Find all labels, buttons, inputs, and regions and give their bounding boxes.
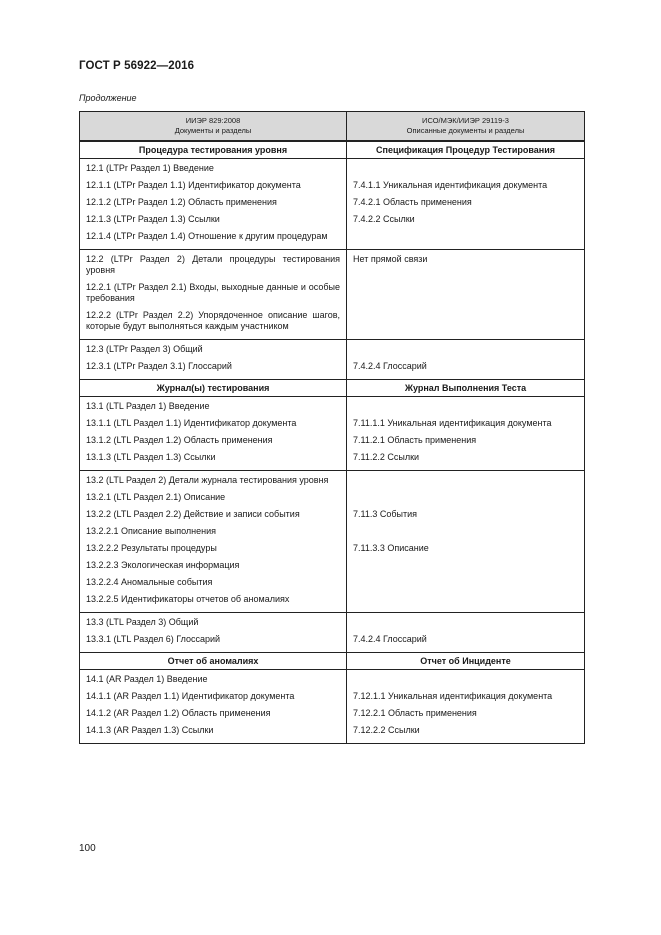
clause-iso <box>353 577 578 588</box>
clause-iso <box>353 594 578 605</box>
clause-iso: 7.11.3 События <box>353 509 418 519</box>
clause-iso: 7.12.1.1 Уникальная идентификация документа <box>353 691 553 701</box>
section-header-row <box>80 653 585 670</box>
section-title-left: Процедура тестирования уровня <box>80 141 347 159</box>
clause-iso <box>353 231 578 242</box>
clause-iso: 7.4.1.1 Уникальная идентификация документа <box>353 180 548 190</box>
clause-ieee: 13.2.2.1 Описание выполнения <box>86 526 216 536</box>
clause-iso <box>353 163 578 174</box>
clause-ieee: 12.1.1 (LTPr Раздел 1.1) Идентификатор документа <box>86 180 301 190</box>
clause-iso: 7.4.2.2 Ссылки <box>353 214 415 224</box>
cell-ieee <box>80 250 347 340</box>
clause-ieee: 14.1.1 (AR Раздел 1.1) Идентификатор документа <box>86 691 295 701</box>
clause-ieee: 12.2 (LTPr Раздел 2) Детали процедуры тестирования уровня <box>86 254 340 275</box>
cell-ieee <box>80 471 347 613</box>
clause-iso: 7.4.2.4 Глоссарий <box>353 361 427 371</box>
clause-iso <box>353 282 578 304</box>
clause-ieee: 13.2.2.3 Экологическая информация <box>86 560 240 570</box>
clause-ieee: 13.1.1 (LTL Раздел 1.1) Идентификатор документа <box>86 418 297 428</box>
clause-ieee: 13.2.2 (LTL Раздел 2.2) Действие и записи события <box>86 509 300 519</box>
column-header-ieee-line1: ИИЭР 829:2008 <box>185 115 241 125</box>
clause-ieee: 12.2.2 (LTPr Раздел 2.2) Упорядоченное описание шагов, которые будут выполняться каждым участником <box>86 310 340 331</box>
clause-ieee: 12.1.3 (LTPr Раздел 1.3) Ссылки <box>86 214 220 224</box>
clause-ieee: 13.2.1 (LTL Раздел 2.1) Описание <box>86 492 226 502</box>
clause-iso <box>353 617 578 628</box>
clause-ieee: 13.1.2 (LTL Раздел 1.2) Область применения <box>86 435 273 445</box>
clause-iso: 7.11.1.1 Уникальная идентификация документа <box>353 418 552 428</box>
clause-iso <box>353 475 578 486</box>
column-header-ieee <box>80 112 347 142</box>
cell-iso <box>347 340 585 380</box>
section-header-row <box>80 380 585 397</box>
clause-iso <box>353 401 578 412</box>
section-title-right: Журнал Выполнения Теста <box>347 380 585 397</box>
table-row <box>80 471 585 613</box>
section-title-left: Журнал(ы) тестирования <box>80 380 347 397</box>
cell-ieee <box>80 397 347 471</box>
clause-iso: 7.11.2.1 Область применения <box>353 435 477 445</box>
clause-ieee: 12.3 (LTPr Раздел 3) Общий <box>86 344 203 354</box>
table-row <box>80 159 585 250</box>
column-header-iso-line1: ИСО/МЭК/ИИЭР 29119-3 <box>422 115 509 125</box>
cell-iso <box>347 613 585 653</box>
clause-iso: 7.11.3.3 Описание <box>353 543 429 553</box>
clause-iso: 7.4.2.1 Область применения <box>353 197 472 207</box>
clause-ieee: 14.1.2 (AR Раздел 1.2) Область применения <box>86 708 271 718</box>
table-row <box>80 397 585 471</box>
table-row <box>80 340 585 380</box>
clause-iso <box>353 344 578 355</box>
clause-ieee: 13.2.2.2 Результаты процедуры <box>86 543 217 553</box>
section-header-row <box>80 141 585 159</box>
section-title-right: Спецификация Процедур Тестирования <box>347 141 585 159</box>
clause-ieee: 12.1 (LTPr Раздел 1) Введение <box>86 163 214 173</box>
clause-ieee: 13.2.2.5 Идентификаторы отчетов об аномалиях <box>86 594 290 604</box>
section-title-left: Отчет об аномалиях <box>80 653 347 670</box>
cell-ieee <box>80 613 347 653</box>
clause-ieee: 13.2.2.4 Аномальные события <box>86 577 213 587</box>
mapping-table <box>79 111 585 744</box>
clause-ieee: 12.1.4 (LTPr Раздел 1.4) Отношение к другим процедурам <box>86 231 328 241</box>
column-header-iso <box>347 112 585 142</box>
clause-ieee: 13.1.3 (LTL Раздел 1.3) Ссылки <box>86 452 216 462</box>
table-row <box>80 250 585 340</box>
cell-iso <box>347 670 585 744</box>
document-title: ГОСТ Р 56922—2016 <box>79 60 195 72</box>
clause-ieee: 13.2 (LTL Раздел 2) Детали журнала тестирования уровня <box>86 475 329 485</box>
clause-iso <box>353 310 578 332</box>
clause-iso <box>353 560 578 571</box>
cell-iso <box>347 471 585 613</box>
cell-iso <box>347 397 585 471</box>
column-header-iso-line2: Описанные документы и разделы <box>406 125 525 135</box>
clause-iso: Нет прямой связи <box>353 254 428 264</box>
column-header-ieee-line2: Документы и разделы <box>174 125 252 135</box>
clause-ieee: 14.1.3 (AR Раздел 1.3) Ссылки <box>86 725 214 735</box>
clause-ieee: 13.1 (LTL Раздел 1) Введение <box>86 401 210 411</box>
clause-ieee: 12.3.1 (LTPr Раздел 3.1) Глоссарий <box>86 361 232 371</box>
clause-iso: 7.12.2.2 Ссылки <box>353 725 420 735</box>
clause-iso: 7.12.2.1 Область применения <box>353 708 477 718</box>
section-title-right: Отчет об Инциденте <box>347 653 585 670</box>
table-row <box>80 613 585 653</box>
cell-ieee <box>80 340 347 380</box>
cell-ieee <box>80 159 347 250</box>
clause-iso: 7.4.2.4 Глоссарий <box>353 634 427 644</box>
clause-ieee: 13.3 (LTL Раздел 3) Общий <box>86 617 199 627</box>
table-row <box>80 670 585 744</box>
page-number: 100 <box>79 843 96 854</box>
clause-iso <box>353 674 578 685</box>
clause-iso: 7.11.2.2 Ссылки <box>353 452 420 462</box>
clause-ieee: 13.3.1 (LTL Раздел 6) Глоссарий <box>86 634 221 644</box>
cell-iso <box>347 250 585 340</box>
clause-iso <box>353 492 578 503</box>
table-header-row <box>80 112 585 142</box>
clause-iso <box>353 526 578 537</box>
cell-ieee <box>80 670 347 744</box>
clause-ieee: 14.1 (AR Раздел 1) Введение <box>86 674 208 684</box>
clause-ieee: 12.1.2 (LTPr Раздел 1.2) Область применения <box>86 197 277 207</box>
continuation-label: Продолжение <box>79 93 137 103</box>
cell-iso <box>347 159 585 250</box>
clause-ieee: 12.2.1 (LTPr Раздел 2.1) Входы, выходные данные и особые требования <box>86 282 340 303</box>
